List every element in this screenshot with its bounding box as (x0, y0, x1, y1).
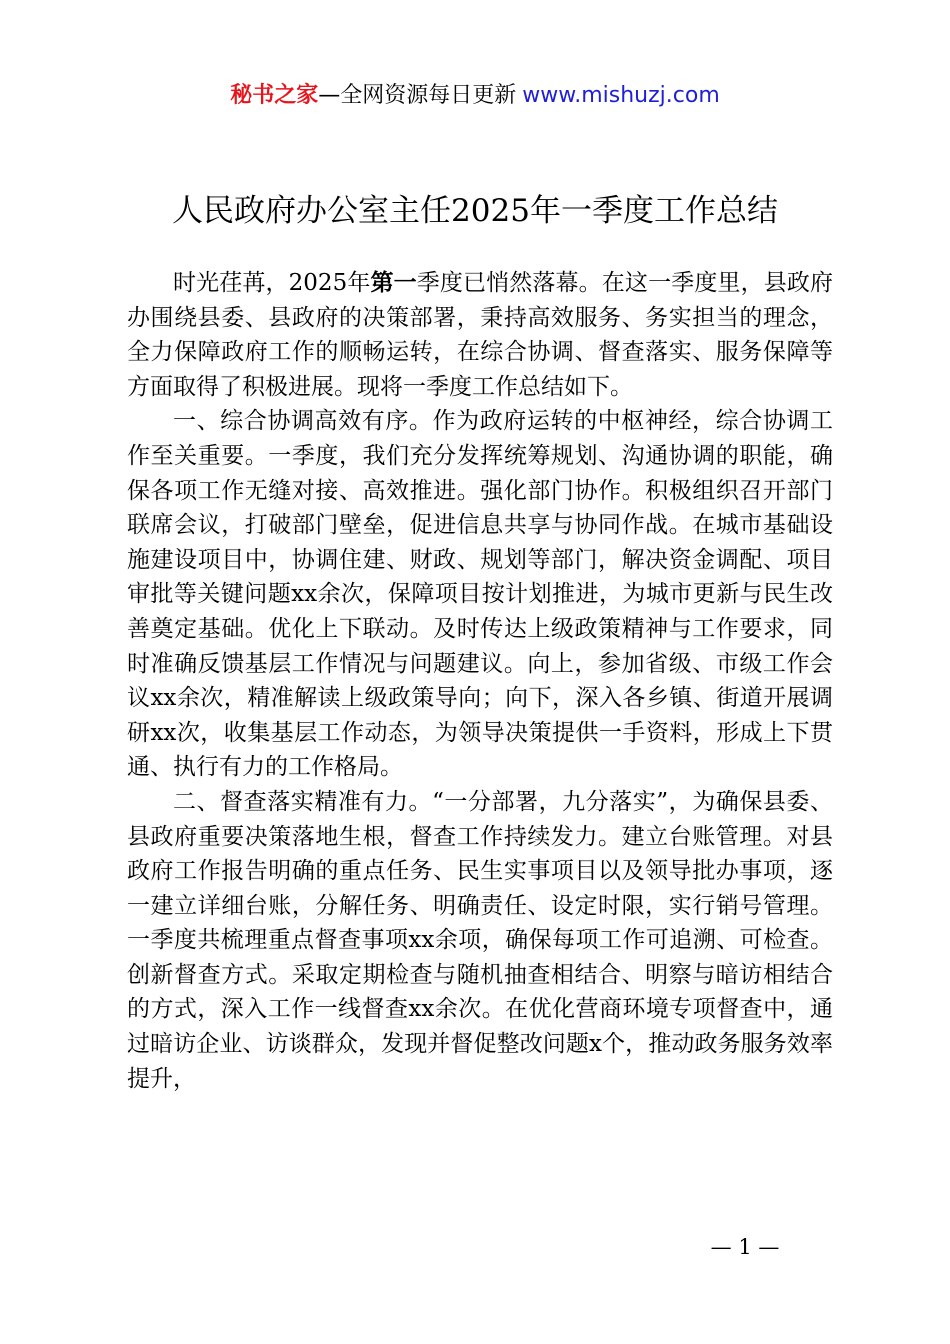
intro-text-start: 时光荏苒，2025年 (173, 270, 371, 296)
document-body (127, 266, 833, 1096)
paragraph-coordination: 一、综合协调高效有序。作为政府运转的中枢神经，综合协调工作至关重要。一季度，我们充分发挥统筹规划、沟通协调的职能，确保各项工作无缝对接、高效推进。强化部门协作。积极组织召开部门联席会议，打破部门壁垒，促进信息共享与协同作战。在城市基础设施建设项目中，协调住建、财政、规划等部门，解决资金调配、项目审批等关键问题xx余次，保障项目按计划推进，为城市更新与民生改善奠定基础。优化上下联动。及时传达上级政策精神与工作要求，同时准确反馈基层工作情况与问题建议。向上，参加省级、市级工作会议xx余次，精准解读上级政策导向；向下，深入各乡镇、街道开展调研xx次，收集基层工作动态，为领导决策提供一手资料，形成上下贯通、执行有力的工作格局。 (127, 408, 833, 781)
paragraph-intro (127, 266, 833, 404)
site-url-link[interactable]: www.mishuzj.com (522, 83, 720, 108)
document-title: 人民政府办公室主任2025年一季度工作总结 (172, 193, 778, 229)
page-number: — 1 — (710, 1235, 780, 1259)
intro-bold-text: 第一 (370, 269, 417, 296)
intro-text-end: 季度已悄然落幕。在这一季度里，县政府办围绕县委、县政府的决策部署，秉持高效服务、务实担当的理念，全力保障政府工作的顺畅运转，在综合协调、督查落实、服务保障等方面取得了积极进展。现将一季度工作总结如下。 (127, 270, 833, 400)
site-slogan: —全网资源每日更新 (318, 83, 517, 108)
site-banner (0, 80, 950, 112)
site-name: 秘书之家 (230, 83, 319, 108)
paragraph-supervision: 二、督查落实精准有力。“一分部署，九分落实”，为确保县委、县政府重要决策落地生根，督查工作持续发力。建立台账管理。对县政府工作报告明确的重点任务、民生实事项目以及领导批办事项，逐一建立详细台账，分解任务、明确责任、设定时限，实行销号管理。一季度共梳理重点督查事项xx余项，确保每项工作可追溯、可检查。创新督查方式。采取定期检查与随机抽查相结合、明察与暗访相结合的方式，深入工作一线督查xx余次。在优化营商环境专项督查中，通过暗访企业、访谈群众，发现并督促整改问题x个，推动政务服务效率提升， (127, 788, 833, 1092)
